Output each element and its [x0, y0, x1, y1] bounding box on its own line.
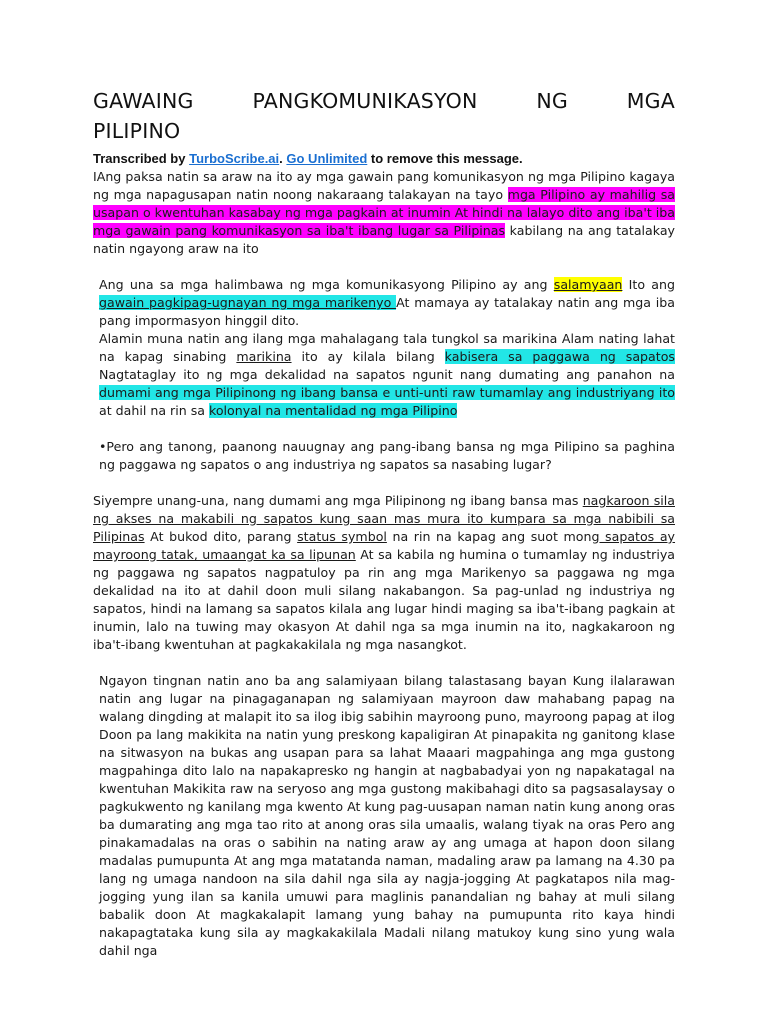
p5-text-a: Siyempre unang-una, nang dumami ang mga Pilipinong ng ibang bansa mas	[93, 493, 583, 508]
title-word: NG	[536, 89, 568, 113]
transcription-notice	[93, 150, 675, 168]
p2-highlight-salamyaan: salamyaan	[553, 277, 623, 292]
transcribed-suffix: to remove this message.	[367, 151, 523, 166]
p5-underline-akses: nagkaroon sila ng akses na makabili ng sapatos kung saan mas mura ito kumpara sa mga nabibili sa Pilipinas	[93, 493, 675, 544]
spacer	[93, 258, 675, 276]
p1-text-a: IAng paksa natin sa araw na ito ay mga gawain pang komunikasyon ng mga Pilipino kagaya ng mga napagusapan natin noong nakaraang talakayan na tayo	[93, 169, 675, 202]
p2-highlight-gawain: gawain pagkipag-ugnayan ng mga marikenyo	[99, 295, 397, 310]
p5-text-d: At sa kabila ng humina o tumamlay ng industriya ng paggawa ng sapatos nagpatuloy pa rin ang mga Marikenyo sa paggawa ng mga dekalidad na ito at dahil doon muli silang nakabangon. Sa pag-unlad ng industriya ng sapatos, hindi na lamang sa sapatos kilala ang lugar hindi maging sa iba't-ibang pagkain at inumin, lalo na tuwing may okasyon At dahil nga sa mga inumin na ito, nagkakaroon ng iba't-ibang kwentuhan at pagkakakilala ng mga nasangkot.	[93, 547, 675, 652]
paragraph-1	[93, 168, 675, 258]
document-title	[93, 86, 675, 146]
p1-highlight: mga Pilipino ay mahilig sa usapan o kwentuhan kasabay ng mga pagkain at inumin At hindi na lalayo dito ang iba't iba mga gawain pang komunikasyon sa iba't ibang lugar sa Pilipinas	[93, 187, 675, 238]
p3-text-d: at dahil na rin sa	[99, 403, 209, 418]
transcribed-prefix: Transcribed by	[93, 151, 190, 166]
title-word: PANGKOMUNIKASYON	[252, 89, 478, 113]
go-unlimited-link[interactable]: Go Unlimited	[286, 151, 368, 166]
p1-text-b: kabilang na ang tatalakay natin ngayong araw na ito	[93, 223, 675, 256]
paragraph-4: •Pero ang tanong, paanong nauugnay ang pang-ibang bansa ng mga Pilipino sa paghina ng paggawa ng sapatos o ang industriya ng sapatos sa nasabing lugar?	[99, 439, 675, 472]
paragraph-5	[93, 492, 675, 654]
p3-highlight-kolonyal: kolonyal na mentalidad ng mga Pilipino	[209, 403, 458, 418]
transcribed-mid: .	[279, 151, 287, 166]
p5-underline-tatak: sapatos ay mayroong tatak, umaangat ka sa lipunan	[93, 529, 676, 562]
p2-text-b: Ito ang	[622, 277, 675, 292]
spacer	[93, 474, 675, 492]
p3-highlight-dumami: dumami ang mga Pilipinong ng ibang bansa e unti-unti raw tumamlay ang industriyang ito	[99, 385, 675, 400]
title-line-1	[93, 86, 675, 116]
p5-underline-status-symbol: status symbol	[297, 529, 387, 544]
p3-text-a: Alamin muna natin ang ilang mga mahalagang tala tungkol sa marikina Alam nating lahat na kapag sinabing	[99, 331, 675, 364]
spacer	[93, 654, 675, 672]
p2-text-a: Ang una sa mga halimbawa ng mga komunikasyong Pilipino ay ang	[99, 277, 554, 292]
title-line-2: PILIPINO	[93, 119, 181, 143]
paragraph-3	[93, 330, 675, 420]
document-page	[93, 86, 675, 960]
p3-text-c: Nagtataglay ito ng mga dekalidad na sapatos ngunit nang dumating ang panahon na	[99, 367, 675, 382]
p3-text-b: ito ay kilala bilang	[291, 349, 445, 364]
turboscribe-link[interactable]: TurboScribe.ai	[189, 151, 280, 166]
p5-text-c: na rin na kapag ang suot mong	[386, 529, 600, 544]
title-word: MGA	[626, 89, 675, 113]
p2-text-c: At mamaya ay tatalakay natin ang mga iba pang impormasyon hinggil dito.	[99, 295, 675, 328]
title-word: GAWAING	[93, 89, 194, 113]
paragraph-2	[93, 276, 675, 330]
paragraph-6: Ngayon tingnan natin ano ba ang salamiyaan bilang talastasang bayan Kung ilalarawan natin ang lugar na pinagaganapan ng salamiyaan mayroon daw mahabang papag na walang dingding at malapit ito sa ilog ibig sabihin mayroong puno, mayroong papag at ilog Doon pa lang makikita na natin yung preskong kapaligiran At pinapakita ng ganitong klase na sitwasyon na bukas ang usapan para sa lahat Maaari magpahinga ang mga gustong magpahinga dito lalo na napakapresko ng hangin at nagbabadyai yon ng napakatagal na kwentuhan Makikita raw na seryoso ang mga gustong makibahagi dito sa pagsasalaysay o pagkukwento ng kanilang mga kwento At kung pag-uusapan naman natin kung anong oras ba dumarating ang mga tao rito at anong oras sila umaalis, walang tiyak na oras Pero ang pinakamadalas na oras o sabihin na nating araw ay ang umaga at hapon doon silang madalas pumupunta At ang mga matatanda naman, madaling araw pa lamang na 4.30 pa lang ng umaga nandoon na sila dahil nga sila ay nagja-jogging At pagkatapos nila mag-jogging yung ilan sa kanila umuwi para maglinis panandalian ng bahay at muli silang babalik doon At magkakalapit lamang yung bahay na pumupunta rito kaya hindi nakapagtataka kung sila ay magkakakilala Madali nilang matukoy kung sino yung wala dahil nga	[99, 673, 675, 958]
p3-highlight-kabisera: kabisera sa paggawa ng sapatos	[444, 349, 675, 364]
p5-text-b: At bukod dito, parang	[144, 529, 298, 544]
spacer	[93, 420, 675, 438]
p3-underline-marikina: marikina	[236, 349, 292, 364]
